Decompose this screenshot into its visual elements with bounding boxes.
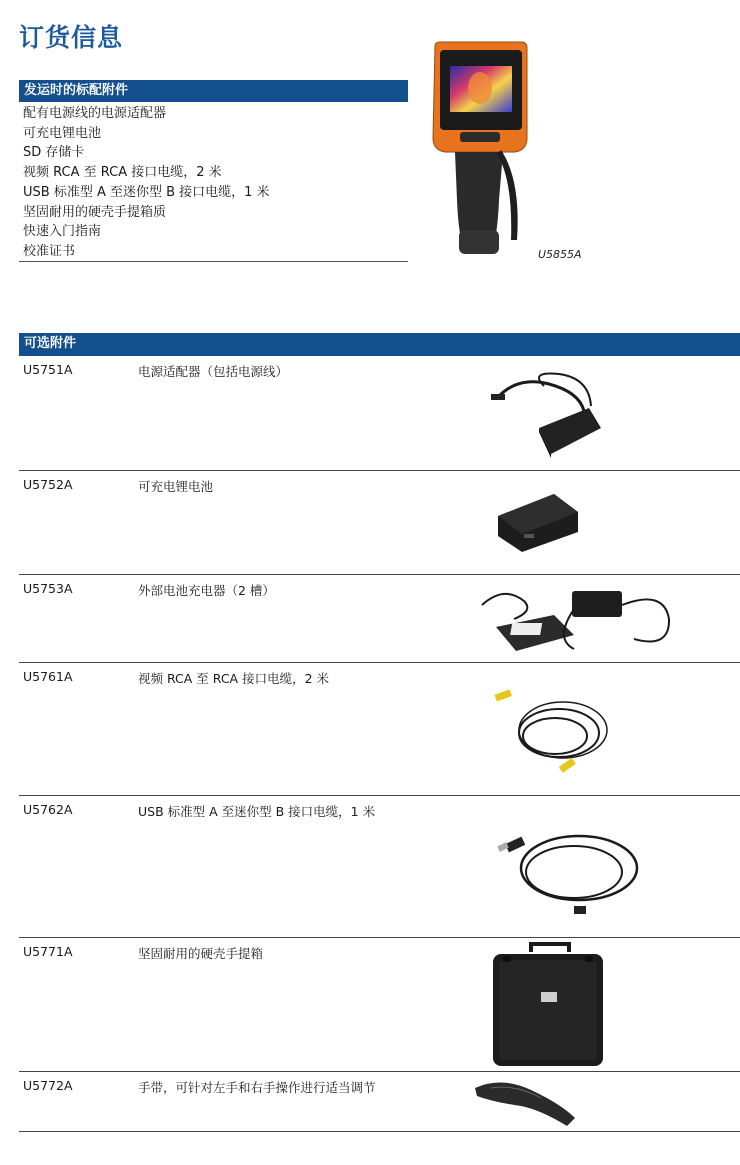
part-number: U5772A xyxy=(23,1078,73,1093)
battery-icon xyxy=(494,486,584,556)
standard-accessories-header: 发运时的标配附件 xyxy=(19,80,408,102)
part-number: U5752A xyxy=(23,477,73,492)
table-row xyxy=(19,938,740,1072)
part-description: 视频 RCA 至 RCA 接口电缆，2 米 xyxy=(138,671,330,686)
list-item: 配有电源线的电源适配器 xyxy=(23,106,167,121)
product-caption: U5855A xyxy=(538,248,582,261)
rca-cable-icon xyxy=(489,678,619,786)
table-row xyxy=(19,1072,740,1132)
list-item: USB 标准型 A 至迷你型 B 接口电缆，1 米 xyxy=(23,184,270,200)
list-item: 可充电锂电池 xyxy=(23,125,102,141)
part-number: U5753A xyxy=(23,581,73,596)
usb-cable-icon xyxy=(484,816,649,926)
part-number: U5751A xyxy=(23,362,73,377)
table-row xyxy=(19,356,740,471)
hard-case-icon xyxy=(489,942,609,1070)
table-row xyxy=(19,663,740,796)
part-description: 可充电锂电池 xyxy=(138,479,214,494)
battery-charger-icon xyxy=(474,579,674,661)
standard-accessories-list xyxy=(23,104,407,262)
part-description: USB 标准型 A 至迷你型 B 接口电缆，1 米 xyxy=(138,804,376,819)
list-item: 坚固耐用的硬壳手提箱质 xyxy=(23,204,167,220)
list-item: 校准证书 xyxy=(23,243,76,259)
page-title: 订货信息 xyxy=(19,23,124,52)
part-description: 外部电池充电器（2 槽） xyxy=(138,583,275,598)
hand-strap-icon xyxy=(471,1074,581,1128)
part-description: 电源适配器（包括电源线） xyxy=(138,364,289,379)
part-number: U5771A xyxy=(23,944,73,959)
divider xyxy=(19,261,408,262)
part-number: U5761A xyxy=(23,669,73,684)
table-row xyxy=(19,796,740,938)
part-description: 坚固耐用的硬壳手提箱 xyxy=(138,946,264,961)
list-item: 快速入门指南 xyxy=(23,224,102,240)
power-adapter-icon xyxy=(489,366,619,461)
optional-accessories-header: 可选附件 xyxy=(19,333,740,356)
part-number: U5762A xyxy=(23,802,73,817)
list-item: SD 存储卡 xyxy=(23,145,85,161)
part-description: 手带，可针对左手和右手操作进行适当调节 xyxy=(138,1080,376,1095)
thermal-imager-image xyxy=(425,40,535,262)
list-item: 视频 RCA 至 RCA 接口电缆，2 米 xyxy=(23,165,222,181)
table-row xyxy=(19,471,740,575)
table-row xyxy=(19,575,740,663)
